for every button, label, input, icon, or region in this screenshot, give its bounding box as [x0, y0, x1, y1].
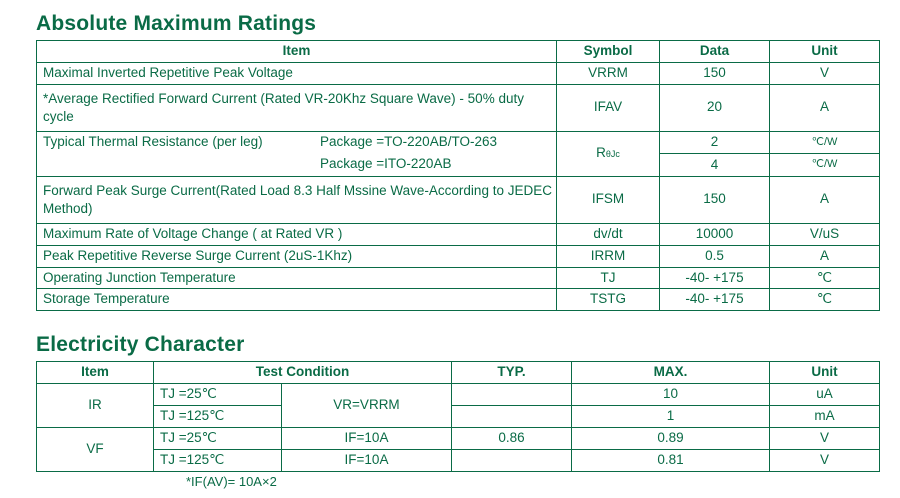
row-item-vrrm: Maximal Inverted Repetitive Peak Voltage: [37, 62, 557, 84]
row-item-tj: Operating Junction Temperature: [37, 267, 557, 289]
row-symbol-ifsm: IFSM: [557, 176, 660, 223]
row-data-ifsm: 150: [660, 176, 770, 223]
footnote-if-av: *IF(AV)= 10A×2: [186, 473, 277, 489]
row-symbol-dvdt: dv/dt: [557, 223, 660, 245]
row-unit-vrrm: V: [770, 62, 880, 84]
row-data-irrm: 0.5: [660, 245, 770, 267]
row-data-ifav: 20: [660, 84, 770, 131]
row-item-vf: VF: [37, 427, 154, 471]
row-symbol-ifav: IFAV: [557, 84, 660, 131]
page-title-electricity-character: Electricity Character: [36, 333, 245, 357]
column-header-unit: Unit: [770, 41, 880, 63]
row-unit-thermal-2: ℃/W: [770, 154, 880, 177]
row-unit-tstg: ℃: [770, 289, 880, 311]
table-row: [37, 223, 880, 245]
table-row: [37, 289, 880, 311]
row-data-thermal-2: 4: [660, 154, 770, 177]
package-option-2: Package =ITO-220AB: [320, 155, 452, 171]
table-header-row: [37, 362, 880, 384]
symbol-subscript-theta-jc: θJc: [605, 149, 620, 160]
row-item-ifsm: Forward Peak Surge Current(Rated Load 8.3 Half Mssine Wave-According to JEDEC Method): [37, 176, 557, 223]
table-row: [37, 62, 880, 84]
section-spacer: [36, 311, 882, 329]
row-symbol-vrrm: VRRM: [557, 62, 660, 84]
row-symbol-tstg: TSTG: [557, 289, 660, 311]
table-row: [37, 176, 880, 223]
row-cond-ir-125c: TJ =125℃: [154, 406, 282, 428]
table-header-row: [37, 41, 880, 63]
row-cond-vf-if-125c: IF=10A: [282, 449, 452, 471]
table-row: [37, 245, 880, 267]
row-unit-dvdt: V/uS: [770, 223, 880, 245]
row-unit-irrm: A: [770, 245, 880, 267]
column-header-typ: TYP.: [452, 362, 572, 384]
row-symbol-tj: TJ: [557, 267, 660, 289]
row-unit-ifsm: A: [770, 176, 880, 223]
column-header-max: MAX.: [572, 362, 770, 384]
row-cond-ir-vr: VR=VRRM: [282, 384, 452, 428]
row-unit-vf-25c: V: [770, 427, 880, 449]
page-title-absolute-maximum-ratings: Absolute Maximum Ratings: [36, 12, 317, 35]
row-data-tstg: -40- +175: [660, 289, 770, 311]
row-symbol-thermal-resistance: [557, 131, 660, 176]
column-header-test-condition: Test Condition: [154, 362, 452, 384]
row-unit-ir-125c: mA: [770, 406, 880, 428]
row-item-ifav: *Average Rectified Forward Current (Rated VR-20Khz Square Wave) - 50% duty cycle: [37, 84, 557, 131]
column-header-symbol: Symbol: [557, 41, 660, 63]
row-typ-ir-125c: [452, 406, 572, 428]
column-header-data: Data: [660, 41, 770, 63]
table-row: [37, 267, 880, 289]
table-row: [37, 449, 880, 471]
row-data-vrrm: 150: [660, 62, 770, 84]
row-typ-vf-125c: [452, 449, 572, 471]
row-max-ir-125c: 1: [572, 406, 770, 428]
row-cond-vf-25c: TJ =25℃: [154, 427, 282, 449]
absolute-maximum-ratings-table: [36, 40, 880, 311]
table-row: [37, 84, 880, 131]
row-unit-ir-25c: uA: [770, 384, 880, 406]
row-typ-vf-25c: 0.86: [452, 427, 572, 449]
electricity-character-table: [36, 361, 880, 471]
row-item-thermal-resistance: [37, 131, 557, 176]
row-item-dvdt: Maximum Rate of Voltage Change ( at Rated VR ): [37, 223, 557, 245]
row-cond-ir-25c: TJ =25℃: [154, 384, 282, 406]
column-header-unit: Unit: [770, 362, 880, 384]
row-symbol-irrm: IRRM: [557, 245, 660, 267]
table-row: [37, 406, 880, 428]
row-max-ir-25c: 10: [572, 384, 770, 406]
row-item-tstg: Storage Temperature: [37, 289, 557, 311]
row-max-vf-25c: 0.89: [572, 427, 770, 449]
table-row: [37, 131, 880, 154]
row-cond-vf-125c: TJ =125℃: [154, 449, 282, 471]
row-cond-vf-if-25c: IF=10A: [282, 427, 452, 449]
row-item-irrm: Peak Repetitive Reverse Surge Current (2uS-1Khz): [37, 245, 557, 267]
row-max-vf-125c: 0.81: [572, 449, 770, 471]
package-option-1: Package =TO-220AB/TO-263: [320, 133, 497, 149]
row-data-dvdt: 10000: [660, 223, 770, 245]
row-unit-ifav: A: [770, 84, 880, 131]
thermal-resistance-label: Typical Thermal Resistance (per leg): [43, 133, 263, 149]
column-header-item: Item: [37, 362, 154, 384]
row-unit-vf-125c: V: [770, 449, 880, 471]
row-unit-thermal-1: ℃/W: [770, 131, 880, 154]
row-data-tj: -40- +175: [660, 267, 770, 289]
row-unit-tj: ℃: [770, 267, 880, 289]
table-row: [37, 427, 880, 449]
row-data-thermal-1: 2: [660, 131, 770, 154]
row-typ-ir-25c: [452, 384, 572, 406]
column-header-item: Item: [37, 41, 557, 63]
table-row: [37, 384, 880, 406]
symbol-r: R: [596, 145, 606, 161]
row-item-ir: IR: [37, 384, 154, 428]
